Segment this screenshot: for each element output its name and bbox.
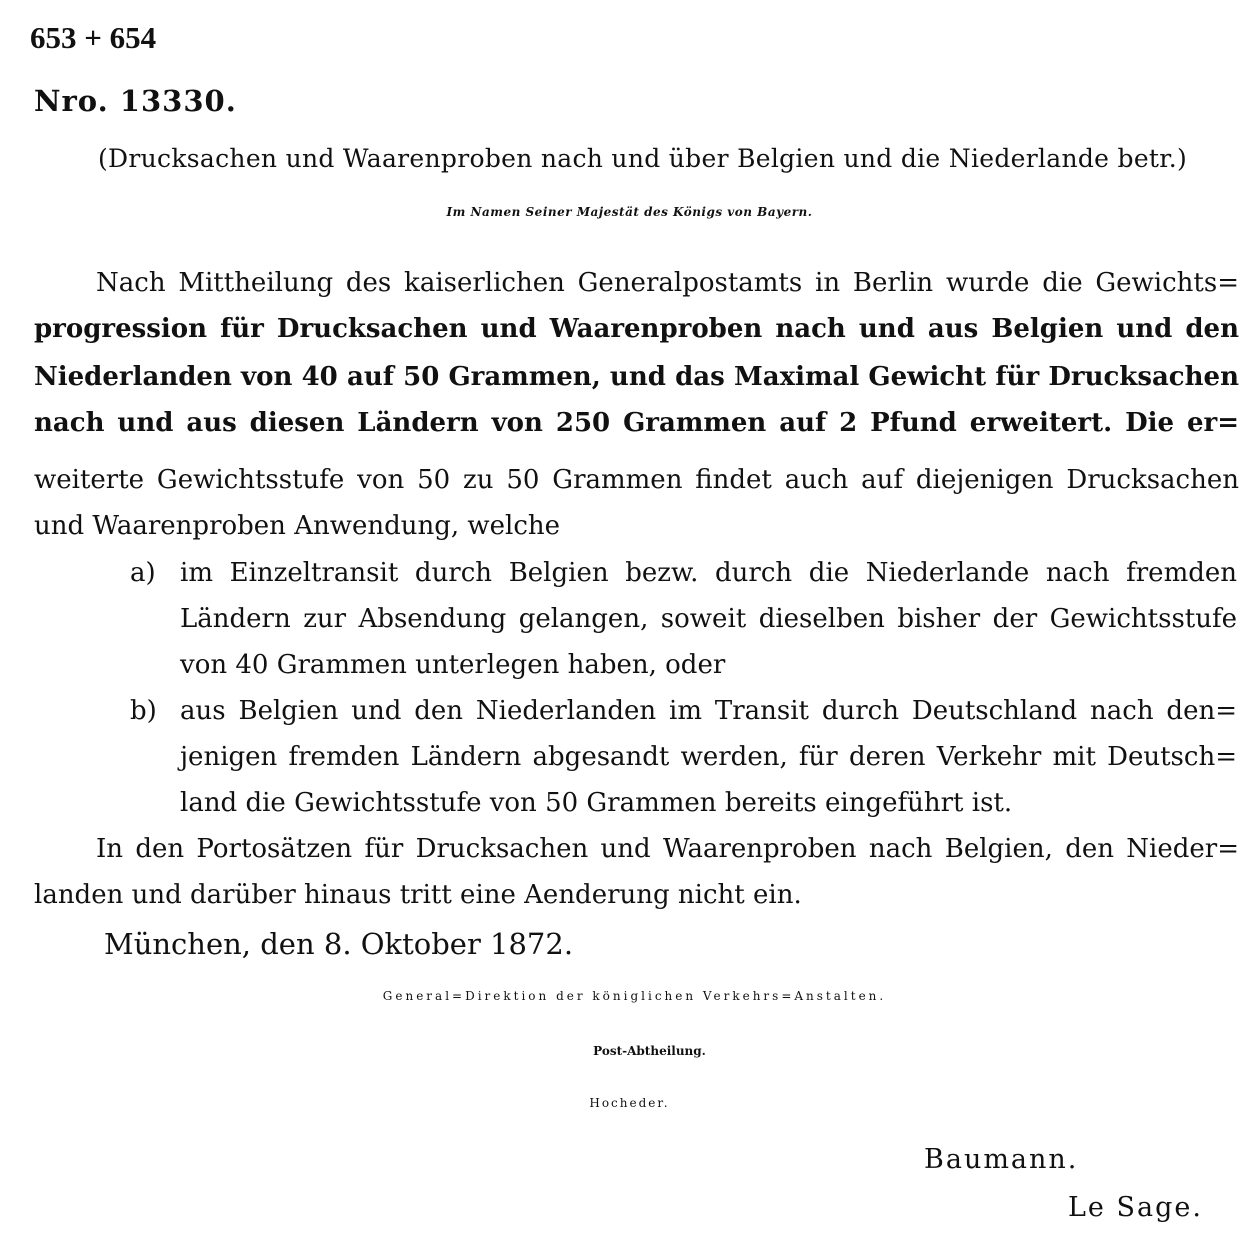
list-item-b-line-1: aus Belgien und den Niederlanden im Transit durch Deutschland nach den= [180,696,1237,726]
paragraph-1-line-6: und Waarenproben Anwendung, welche [34,511,561,541]
date-line: München, den 8. Oktober 1872. [104,927,574,961]
paragraph-2-line-2: landen und darüber hinaus tritt eine Aenderung nicht ein. [34,880,802,910]
paragraph-1-line-3: Niederlanden von 40 auf 50 Grammen, und das Maximal Gewicht für Drucksachen [34,362,1239,392]
list-item-b-line-3: land die Gewichtsstufe von 50 Grammen bereits eingeführt ist. [180,788,1013,818]
document-heading: Im Namen Seiner Majestät des Königs von Bayern. [446,205,813,219]
document-number: Nro. 13330. [34,84,237,118]
paragraph-1-line-2: progression für Drucksachen und Waarenproben nach und aus Belgien und den [34,314,1239,344]
paragraph-1-line-5: weiterte Gewichtsstufe von 50 zu 50 Grammen findet auch auf diejenigen Drucksachen [34,465,1239,495]
paragraph-1-line-1: Nach Mittheilung des kaiserlichen Generalpostamts in Berlin wurde die Gewichts= [96,268,1239,298]
department-name: Post-Abtheilung. [593,1044,706,1058]
issuing-authority: General=Direktion der königlichen Verkehrs=Anstalten. [382,989,887,1003]
paragraph-1-line-4: nach und aus diesen Ländern von 250 Grammen auf 2 Pfund erweitert. Die er= [34,408,1239,438]
paragraph-2-line-1: In den Portosätzen für Drucksachen und Waarenproben nach Belgien, den Nieder= [96,834,1239,864]
signature-baumann: Baumann. [924,1144,1079,1175]
document-subject: (Drucksachen und Waarenproben nach und über Belgien und die Niederlande betr.) [98,144,1188,173]
list-item-a-line-1: im Einzeltransit durch Belgien bezw. durch die Niederlande nach fremden [180,558,1237,588]
list-item-a-line-3: von 40 Grammen unterlegen haben, oder [180,650,726,680]
list-item-b-line-2: jenigen fremden Ländern abgesandt werden, für deren Verkehr mit Deutsch= [180,742,1237,772]
list-item-label-a: a) [130,558,156,588]
signature-hocheder: Hocheder. [589,1096,670,1110]
list-item-a-line-2: Ländern zur Absendung gelangen, soweit dieselben bisher der Gewichtsstufe [180,604,1237,634]
page-number: 653 + 654 [30,20,157,55]
list-item-label-b: b) [130,696,157,726]
signature-le-sage: Le Sage. [1068,1192,1203,1223]
